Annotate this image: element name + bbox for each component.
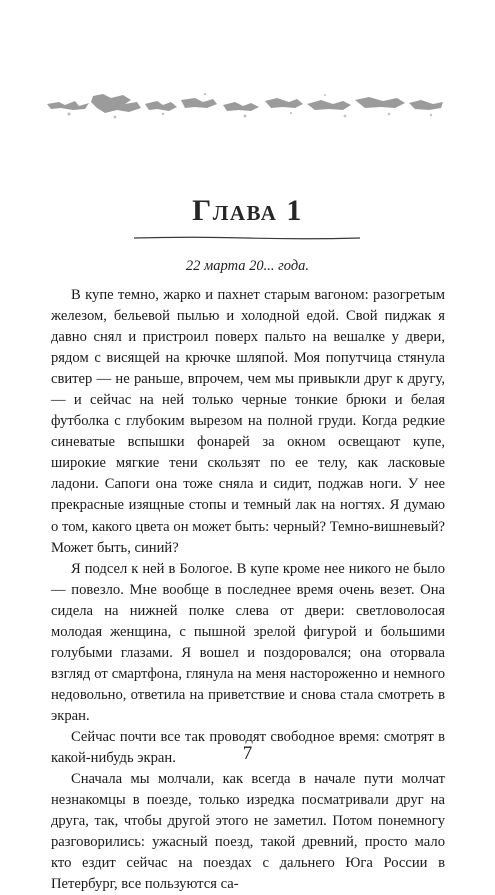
title-rule [134, 235, 360, 241]
page-number: 7 [242, 743, 253, 764]
chapter-body [51, 285, 445, 895]
decorative-ornament [45, 86, 445, 126]
paragraph-2: Я подсел к ней в Бологое. В купе кроме нее никого не было — повезло. Мне вообще в последнее время очень везет. Она сидела на нижней полке слева от двери: светловолосая молодая женщина, с пышной зрелой фигурой и большими голубыми глазами. Я вошел и поздоровался; она оторвала взгляд от смартфона, глянула на меня настороженно и немного недовольно, ответила на приветствие и снова стала смотреть в экран. [51, 560, 445, 724]
paragraph-1: В купе темно, жарко и пахнет старым вагоном: разогретым железом, бельевой пылью и холодной едой. Свой пиджак я давно снял и пристроил поверх пальто на вешалке у двери, рядом с висящей на крючке шляпой. Моя попутчица стянула свитер — не раньше, впрочем, чем мы привыкли друг к другу, — и сейчас на ней только черные тонкие брюки и белая футболка с глубоким вырезом на полной груди. Когда редкие синеватые вспышки фонарей за окном освещают купе, широкие мягкие тени скользят по ее телу, как ласковые ладони. Сапоги она тоже сняла и сидит, поджав ноги. У нее прекрасные изящные стопы и темный лак на ногтях. Я думаю о том, какого цвета он может быть: черный? Темно-вишневый? Может быть, синий? [51, 287, 445, 556]
chapter-date: 22 марта 20... года. [185, 258, 310, 274]
paragraph-3: Сейчас почти все так проводят свободное время: смотрят в какой-нибудь экран. [51, 728, 445, 767]
chapter-title: Глава 1 [192, 194, 303, 227]
paragraph-4: Сначала мы молчали, как всегда в начале пути молчат незнакомцы в поезде, только изредка посматривали друг на друга, так, чтобы другой этого не заметил. Потом понемногу разговорились: ужасный поезд, такой древний, просто мало кто ездит сейчас на поездах с дальнего Юга России в Петербург, все пользуются са- [51, 771, 445, 893]
